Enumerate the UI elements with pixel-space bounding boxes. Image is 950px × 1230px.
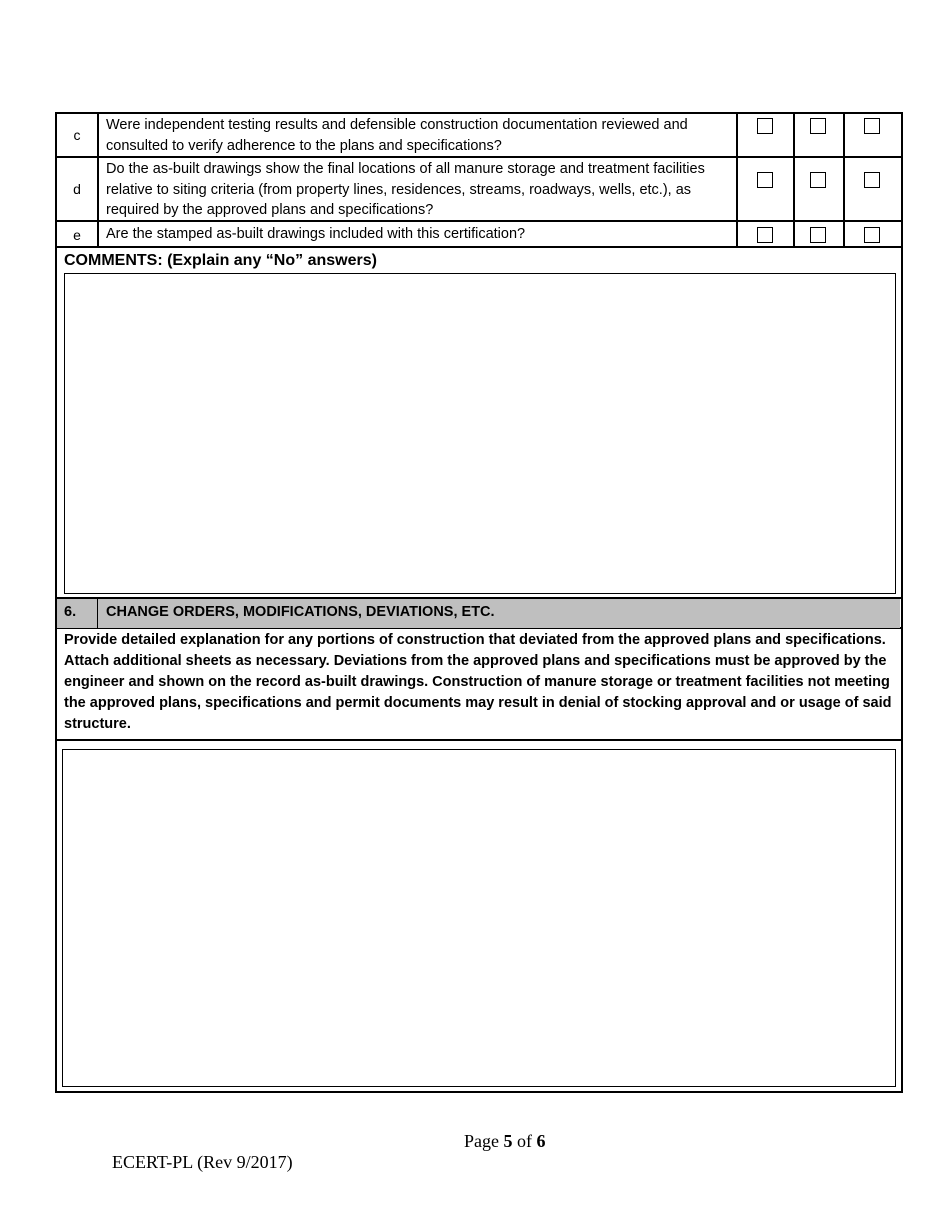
section-number: 6.: [64, 604, 77, 620]
checkbox-na[interactable]: [864, 172, 880, 188]
row-divider: [55, 739, 903, 741]
checklist-question: Do the as-built drawings show the final locations of all manure storage and treatment facilities relative to siting criteria (from property lines, residences, streams, roadways, wells, etc.), as required by the approved plans and specifications?: [106, 161, 705, 218]
form-id: ECERT-PL (Rev 9/2017): [112, 1152, 293, 1172]
checkbox-na[interactable]: [864, 118, 880, 134]
checklist-question: Are the stamped as-built drawings included with this certification?: [106, 226, 526, 242]
row-letter: d: [73, 181, 81, 197]
row-divider: [55, 156, 903, 158]
column-divider: [736, 112, 738, 248]
comments-textarea[interactable]: [64, 273, 896, 594]
page-of: of: [517, 1131, 532, 1151]
section-title: CHANGE ORDERS, MODIFICATIONS, DEVIATIONS, ETC.: [106, 604, 495, 620]
page-prefix: Page: [464, 1131, 499, 1151]
row-letter: e: [73, 227, 81, 243]
column-divider: [793, 112, 795, 248]
page-current: 5: [503, 1131, 513, 1151]
checkbox-na[interactable]: [864, 227, 880, 243]
page-total: 6: [536, 1131, 546, 1151]
deviations-textarea[interactable]: [62, 749, 896, 1087]
checkbox-yes[interactable]: [757, 227, 773, 243]
checklist-question: Were independent testing results and defensible construction documentation reviewed and consulted to verify adherence to the plans and specifications?: [106, 117, 688, 154]
column-divider: [843, 112, 845, 248]
checkbox-no[interactable]: [810, 118, 826, 134]
comments-label: COMMENTS: (Explain any “No” answers): [64, 252, 377, 269]
row-divider: [55, 246, 903, 248]
row-letter: c: [73, 127, 81, 143]
page-number: [464, 1131, 546, 1152]
checkbox-no[interactable]: [810, 172, 826, 188]
section-divider: [97, 599, 98, 628]
section-instructions: Provide detailed explanation for any portions of construction that deviated from the approved plans and specifications. Attach additional sheets as necessary. Deviations from the approved plans and specifications must be approved by the engineer and shown on the record as-built drawings. Construction of manure storage or treatment facilities not meeting the approved plans, specifications and permit documents may result in denial of stocking approval and or usage of said structure.: [64, 632, 892, 732]
checkbox-yes[interactable]: [757, 172, 773, 188]
checkbox-no[interactable]: [810, 227, 826, 243]
checkbox-yes[interactable]: [757, 118, 773, 134]
